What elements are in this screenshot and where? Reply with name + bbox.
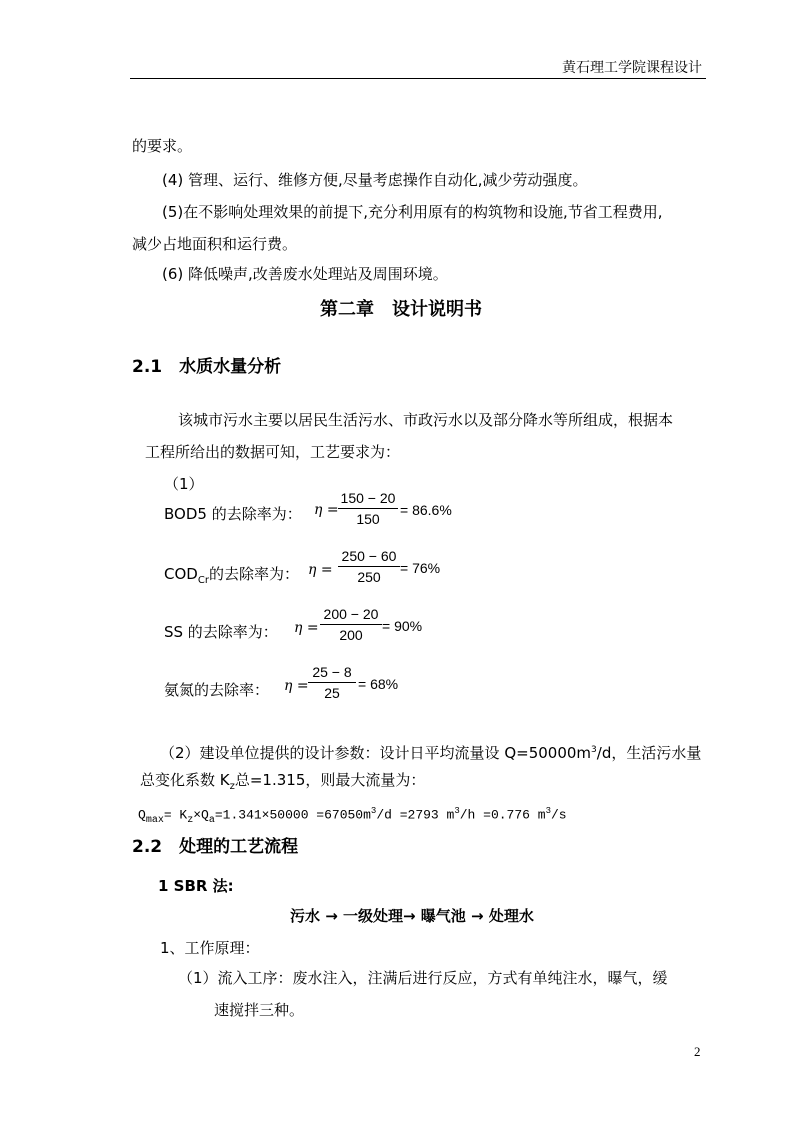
- principle-heading: 1、工作原理：: [160, 939, 260, 957]
- cod-result: = 76%: [400, 560, 441, 576]
- cod-label-rest: 的去除率为：: [208, 565, 299, 583]
- p2b-post: 总=1.315，则最大流量为：: [234, 771, 426, 789]
- ss-eta: η =: [294, 620, 319, 636]
- bod-numerator: 150 − 20: [340, 490, 396, 506]
- q-end: /s: [550, 807, 567, 823]
- header-title: 黄石理工学院课程设计: [562, 60, 702, 76]
- p2a-post: /d，生活污水量: [596, 744, 702, 762]
- ss-denominator: 200: [339, 627, 363, 643]
- q-pre: Q: [138, 807, 146, 823]
- section-2-1-heading: 2.1 水质水量分析: [132, 357, 282, 377]
- cod-label: [164, 564, 299, 591]
- process-flow: 污水 → 一级处理→ 曝气池 → 处理水: [290, 907, 534, 925]
- page-number: 2: [694, 1044, 701, 1059]
- chapter-title: 第二章 设计说明书: [320, 299, 482, 320]
- s21-para-b: 工程所给出的数据可知，工艺要求为：: [145, 443, 401, 461]
- s21-p1: （1）: [164, 475, 204, 493]
- q-mid4: /d =2793 m: [376, 807, 455, 823]
- nh-fraction-bar: [308, 682, 356, 683]
- s21-para-a: 该城市污水主要以居民生活污水、市政污水以及部分降水等所组成，根据本: [178, 411, 674, 429]
- step1-line-b: 速搅拌三种。: [214, 1001, 305, 1019]
- ss-result: = 90%: [382, 618, 423, 634]
- bod-denominator: 150: [356, 511, 380, 527]
- bod-fraction: [338, 490, 398, 527]
- p2a-pre: （2）建设单位提供的设计参数：设计日平均流量设 Q=50000m: [160, 744, 592, 762]
- nh-fraction: [308, 664, 356, 701]
- s21-p2-line-b: [140, 770, 425, 797]
- ss-label: SS 的去除率为：: [164, 623, 278, 641]
- q-sup2: 3: [454, 806, 460, 816]
- intro-item4: (4) 管理、运行、维修方便,尽量考虑操作自动化,减少劳动强度。: [162, 171, 588, 189]
- nh-label: 氨氮的去除率：: [164, 681, 270, 699]
- nh-result: = 68%: [358, 676, 399, 692]
- cod-fraction: [338, 548, 400, 585]
- nh-denominator: 25: [324, 685, 340, 701]
- step1-line-a: （1）流入工序：废水注入，注满后进行反应，方式有单纯注水，曝气，缓: [178, 969, 668, 987]
- cod-denominator: 250: [357, 569, 381, 585]
- nh-eta: η =: [284, 678, 309, 694]
- p2b-sub: z: [229, 781, 235, 792]
- qmax-formula: [138, 802, 567, 830]
- header-rule: [130, 78, 706, 79]
- bod-eta: η =: [314, 502, 339, 518]
- q-sup3: 3: [545, 806, 551, 816]
- ss-fraction-bar: [320, 624, 382, 625]
- cod-numerator: 250 − 60: [341, 548, 397, 564]
- bod-fraction-bar: [338, 508, 398, 509]
- p2b-pre: 总变化系数 K: [140, 771, 230, 789]
- ss-fraction: [320, 606, 382, 643]
- q-sup1: 3: [370, 806, 377, 816]
- intro-item5b: 减少占地面积和运行费。: [132, 235, 298, 253]
- intro-item6: (6) 降低噪声,改善废水处理站及周围环境。: [162, 265, 448, 283]
- ss-numerator: 200 − 20: [323, 606, 379, 622]
- q-mid5: /h =0.776 m: [459, 807, 546, 823]
- bod-label: BOD5 的去除率为：: [164, 505, 302, 523]
- intro-line1: 的要求。: [132, 137, 193, 155]
- q-sub3: a: [208, 814, 215, 826]
- q-mid1: = K: [163, 807, 188, 823]
- q-sub1: max: [145, 814, 164, 826]
- intro-item5a: (5)在不影响处理效果的前提下,充分利用原有的构筑物和设施,节省工程费用,: [162, 203, 663, 221]
- q-sub2: z: [187, 814, 194, 826]
- sbr-label: 1 SBR 法:: [158, 877, 234, 895]
- p2a-sup: 3: [591, 745, 597, 755]
- section-2-2-heading: 2.2 处理的工艺流程: [132, 837, 299, 857]
- cod-eta: η =: [308, 562, 333, 578]
- cod-label-sub: Cr: [197, 575, 209, 586]
- cod-fraction-bar: [338, 566, 400, 567]
- s21-p2-line-a: [160, 740, 701, 763]
- bod-result: = 86.6%: [400, 502, 452, 518]
- nh-numerator: 25 − 8: [312, 664, 352, 680]
- cod-label-main: COD: [164, 565, 198, 583]
- q-mid2: ×Q: [193, 807, 209, 823]
- q-mid3: =1.341×50000 =67050m: [214, 807, 371, 823]
